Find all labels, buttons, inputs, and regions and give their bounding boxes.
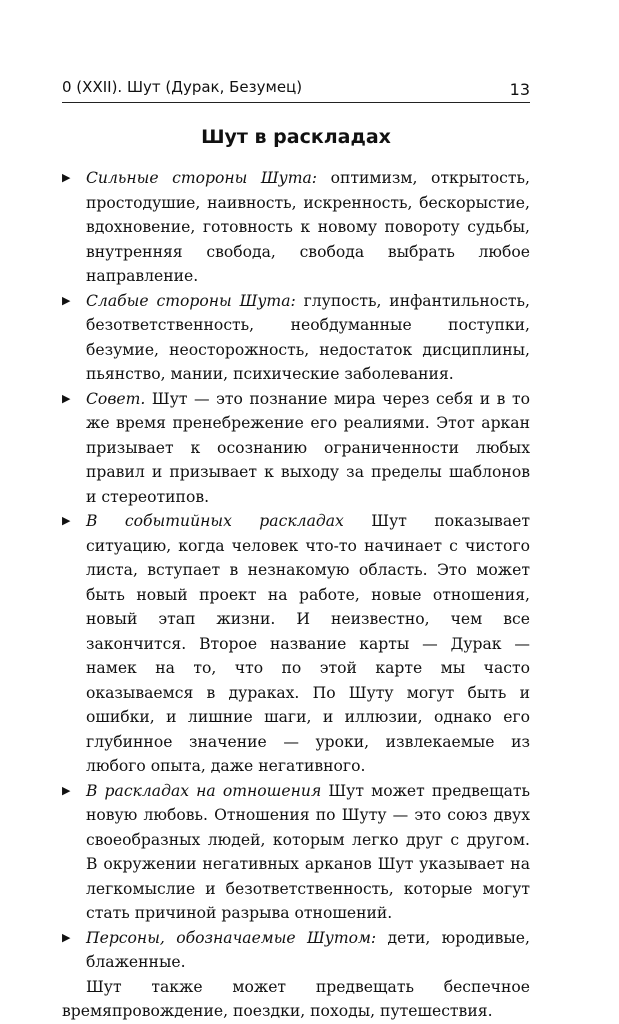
item-text: Шут — это познание мира через себя и в то же время пренебрежение его реалиями. Этот аркан призывает к осознанию ограниченности любых правил и призывает к выходу за пределы шаблонов и стереотипов. [86, 389, 530, 506]
running-header [62, 72, 530, 102]
page-number: 13 [509, 80, 530, 99]
item-text: Шут может предвещать новую любовь. Отношения по Шуту — это союз двух своеобразных людей, которым легко друг с другом. В окружении негативных арканов Шут указывает на легкомыслие и безответственность, которые могут стать причиной разрыва отношений. [86, 781, 530, 922]
page-body [62, 166, 530, 1024]
bullet-icon: ▶ [62, 171, 71, 184]
bullet-icon: ▶ [62, 293, 71, 307]
bullet-icon: ▶ [62, 391, 71, 405]
item-lead: В событийных раскладах [86, 512, 344, 530]
bullet-icon: ▶ [62, 783, 71, 797]
section-title: Шут в раскладах [201, 126, 391, 148]
item-text: Шут показывает ситуацию, когда человек что-то начинает с чистого листа, вступает в незнакомую область. Это может быть новый проект на работе, новые отношения, новый этап жизни. И неизвестно, чем все закончится. Второе название карты — Дурак — намек на то, что по этой карте мы часто оказываемся в дураках. По Шуту могут быть и ошибки, и лишние шаги, и иллюзии, однако его глубинное значение — уроки, извлекаемые из любого опыта, даже негативного. [86, 512, 530, 775]
item-lead: В раскладах на отношения [86, 781, 322, 800]
item-text: дети, юродивые, блаженные. [86, 928, 530, 971]
item-lead: Персоны, обозначаемые Шутом: [86, 928, 377, 947]
item-text: глупость, инфантильность, безответственность, необдуманные поступки, безумие, неосторожность, недостаток дисциплины, пьянство, мании, психические заболевания. [86, 291, 530, 383]
list-item [62, 387, 530, 510]
list-item [62, 509, 530, 779]
list-item [62, 779, 530, 926]
chapter-title: 0 (XXII). Шут (Дурак, Безумец) [62, 78, 303, 96]
bullet-icon: ▶ [62, 930, 71, 944]
item-lead: Сильные стороны Шута: [86, 169, 318, 187]
list-item [62, 926, 530, 975]
item-text: оптимизм, открытость, простодушие, наивность, искренность, бескорыстие, вдохновение, готовность к новому повороту судьбы, внутренняя свобода, свобода выбрать любое направление. [86, 169, 530, 285]
header-rule [62, 102, 530, 103]
item-lead: Слабые стороны Шута: [86, 291, 296, 310]
list-item [62, 289, 530, 387]
item-lead: Совет. [86, 389, 146, 408]
bullet-icon: ▶ [62, 514, 71, 527]
closing-paragraph: Шут также может предвещать беспечное времяпровождение, поездки, походы, путешествия. [62, 977, 530, 1020]
list-item [62, 166, 530, 289]
